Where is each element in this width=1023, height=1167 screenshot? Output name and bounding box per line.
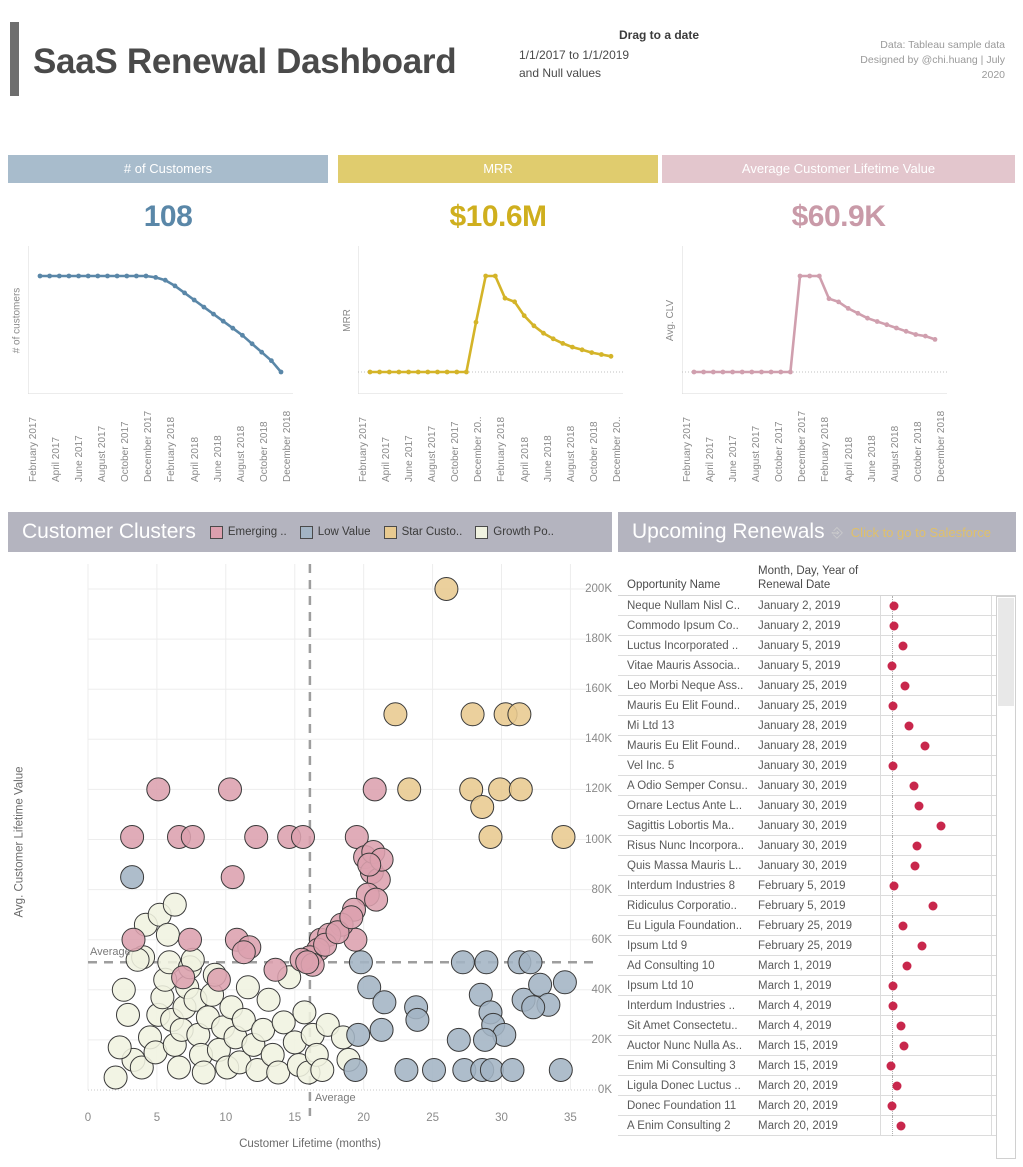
cell-opportunity-name: A Enim Consulting 2 xyxy=(627,1119,731,1132)
x-tick-label: October 2018 xyxy=(258,421,270,482)
cell-renewal-date: January 25, 2019 xyxy=(758,679,847,692)
x-tick-label: August 2018 xyxy=(235,425,247,482)
x-tick-label: April 2017 xyxy=(381,436,393,482)
cell-renewal-date: January 25, 2019 xyxy=(758,699,847,712)
cell-renewal-date: February 5, 2019 xyxy=(758,899,846,912)
sparkline-svg-0 xyxy=(28,246,293,394)
table-row[interactable] xyxy=(618,636,1016,656)
cell-renewal-dot xyxy=(880,836,992,856)
sparkline-1 xyxy=(338,246,658,482)
cell-renewal-date: March 1, 2019 xyxy=(758,979,832,992)
x-tick-label: April 2017 xyxy=(51,436,63,482)
scatter-x-tick-label: 15 xyxy=(288,1112,302,1124)
scatter-y-axis-title: Avg. Customer Lifetime Value xyxy=(14,766,26,918)
renewal-dot-marker xyxy=(903,961,912,970)
cell-opportunity-name: Luctus Incorporated .. xyxy=(627,639,739,652)
cell-renewal-dot xyxy=(880,716,992,736)
customer-clusters-title: Customer Clusters xyxy=(22,520,196,543)
renewal-dot-marker xyxy=(899,641,908,650)
cell-renewal-date: January 30, 2019 xyxy=(758,779,847,792)
x-tick-label: April 2017 xyxy=(705,436,717,482)
table-row[interactable] xyxy=(618,956,1016,976)
cell-opportunity-name: Ridiculus Corporatio.. xyxy=(627,899,737,912)
scatter-x-tick-label: 5 xyxy=(153,1112,161,1124)
table-row[interactable] xyxy=(618,1096,1016,1116)
credits-block xyxy=(755,38,1005,83)
cell-renewal-date: February 5, 2019 xyxy=(758,879,846,892)
table-row[interactable] xyxy=(618,1016,1016,1036)
legend-item-1[interactable] xyxy=(300,526,371,539)
x-tick-label: June 2018 xyxy=(542,435,554,482)
x-tick-label: December 20.. xyxy=(473,416,485,482)
page-title: SaaS Renewal Dashboard xyxy=(33,42,457,81)
table-row[interactable] xyxy=(618,896,1016,916)
x-tick-label: October 2018 xyxy=(588,421,600,482)
cell-renewal-dot xyxy=(880,976,992,996)
renewal-dot-marker xyxy=(887,1061,896,1070)
scatter-y-tick-label: 140K xyxy=(585,733,612,746)
table-row[interactable] xyxy=(618,716,1016,736)
x-tick-label: June 2018 xyxy=(212,435,224,482)
cell-renewal-date: January 30, 2019 xyxy=(758,799,847,812)
table-row[interactable] xyxy=(618,856,1016,876)
cell-renewal-dot xyxy=(880,956,992,976)
customer-clusters-header xyxy=(8,512,612,552)
scatter-y-tick-label: 200K xyxy=(585,583,612,596)
cell-renewal-date: March 15, 2019 xyxy=(758,1059,838,1072)
cell-renewal-dot xyxy=(880,936,992,956)
scatter-x-tick-label: 10 xyxy=(219,1112,233,1124)
x-tick-label: August 2017 xyxy=(427,425,439,482)
sparkline-svg-1 xyxy=(358,246,623,394)
renewal-dot-marker xyxy=(888,661,897,670)
table-row[interactable] xyxy=(618,936,1016,956)
average-label-vertical: Average xyxy=(314,1092,356,1104)
x-tick-label: February 2017 xyxy=(682,416,693,482)
sparkline-svg-2 xyxy=(682,246,947,394)
cell-opportunity-name: Vel Inc. 5 xyxy=(627,759,675,772)
scatter-y-tick-label: 60K xyxy=(591,933,612,946)
cell-renewal-date: March 20, 2019 xyxy=(758,1099,838,1112)
renewal-dot-marker xyxy=(921,741,930,750)
x-tick-label: October 2017 xyxy=(774,421,786,482)
renewal-dot-marker xyxy=(890,881,899,890)
legend-label: Growth Po.. xyxy=(493,526,554,538)
kpi-card-0 xyxy=(8,155,328,485)
table-row[interactable] xyxy=(618,756,1016,776)
cell-renewal-date: March 15, 2019 xyxy=(758,1039,838,1052)
cell-opportunity-name: Interdum Industries 8 xyxy=(627,879,736,892)
x-tick-label: December 2017 xyxy=(143,410,155,482)
cell-renewal-dot xyxy=(880,856,992,876)
credit-year: 2020 xyxy=(981,69,1005,81)
kpi-card-2 xyxy=(662,155,1015,485)
kpi-title-2: Average Customer Lifetime Value xyxy=(662,155,1015,183)
cell-renewal-dot xyxy=(880,996,992,1016)
table-row[interactable] xyxy=(618,616,1016,636)
cell-renewal-dot xyxy=(880,756,992,776)
cell-opportunity-name: Mauris Eu Elit Found.. xyxy=(627,699,741,712)
cluster-legend[interactable] xyxy=(210,526,554,539)
x-tick-label: April 2018 xyxy=(189,436,201,482)
cell-renewal-date: January 5, 2019 xyxy=(758,639,841,652)
cell-renewal-date: March 20, 2019 xyxy=(758,1119,838,1132)
scatter-plot[interactable] xyxy=(8,552,612,1160)
x-tick-label: April 2018 xyxy=(843,436,855,482)
sparkline-x-ticks-1 xyxy=(358,396,623,484)
cell-renewal-dot xyxy=(880,1036,992,1056)
table-row[interactable] xyxy=(618,736,1016,756)
col-header-renewal-date: Month, Day, Year of Renewal Date xyxy=(758,565,859,591)
cell-renewal-date: January 2, 2019 xyxy=(758,599,841,612)
scatter-x-tick-label: 20 xyxy=(357,1112,371,1124)
renewal-dot-marker xyxy=(893,1081,902,1090)
cell-opportunity-name: Ipsum Ltd 9 xyxy=(627,939,688,952)
renewals-table-body[interactable] xyxy=(618,596,1016,1159)
credit-data-source: Data: Tableau sample data xyxy=(880,39,1005,51)
cell-renewal-date: January 30, 2019 xyxy=(758,759,847,772)
renewal-dot-marker xyxy=(899,921,908,930)
cell-renewal-date: March 20, 2019 xyxy=(758,1079,838,1092)
cell-opportunity-name: Interdum Industries .. xyxy=(627,999,736,1012)
x-tick-label: June 2018 xyxy=(866,435,878,482)
cell-renewal-date: January 5, 2019 xyxy=(758,659,841,672)
upcoming-renewals-title: Upcoming Renewals xyxy=(632,520,825,543)
col-header-opportunity-name: Opportunity Name xyxy=(627,579,721,591)
cell-opportunity-name: Commodo Ipsum Co.. xyxy=(627,619,739,632)
legend-item-0[interactable] xyxy=(210,526,287,539)
cell-opportunity-name: Leo Morbi Neque Ass.. xyxy=(627,679,744,692)
cell-opportunity-name: Vitae Mauris Associa.. xyxy=(627,659,740,672)
cell-opportunity-name: Eu Ligula Foundation.. xyxy=(627,919,743,932)
renewal-dot-marker xyxy=(889,1001,898,1010)
cell-renewal-dot xyxy=(880,656,992,676)
date-range-line1: 1/1/2017 to 1/1/2019 xyxy=(519,48,630,62)
renewal-dot-marker xyxy=(915,801,924,810)
cell-renewal-date: February 25, 2019 xyxy=(758,919,852,932)
x-tick-label: February 2018 xyxy=(820,416,832,482)
legend-label: Emerging .. xyxy=(227,526,287,538)
table-row[interactable] xyxy=(618,1036,1016,1056)
cell-renewal-dot xyxy=(880,696,992,716)
scatter-y-tick-label: 120K xyxy=(585,783,612,796)
sparkline-2 xyxy=(662,246,1015,482)
renewal-dot-marker xyxy=(889,761,898,770)
x-tick-label: February 2018 xyxy=(496,416,508,482)
scatter-y-tick-label: 100K xyxy=(585,833,612,846)
table-row[interactable] xyxy=(618,916,1016,936)
cell-renewal-date: January 30, 2019 xyxy=(758,859,847,872)
scatter-y-tick-label: 0K xyxy=(597,1084,612,1096)
cell-renewal-date: January 30, 2019 xyxy=(758,819,847,832)
legend-item-3[interactable] xyxy=(475,526,554,539)
cell-renewal-date: January 28, 2019 xyxy=(758,719,847,732)
renewal-dot-marker xyxy=(897,1021,906,1030)
cell-opportunity-name: Risus Nunc Incorpora.. xyxy=(627,839,744,852)
legend-swatch-icon xyxy=(210,526,223,539)
table-row[interactable] xyxy=(618,676,1016,696)
date-filter-range[interactable] xyxy=(519,46,629,82)
cell-renewal-date: February 25, 2019 xyxy=(758,939,852,952)
cell-renewal-dot xyxy=(880,876,992,896)
cell-renewal-dot xyxy=(880,1076,992,1096)
cell-opportunity-name: Enim Mi Consulting 3 xyxy=(627,1059,736,1072)
table-row[interactable] xyxy=(618,1116,1016,1136)
kpi-value-0: 108 xyxy=(143,200,193,233)
renewal-dot-marker xyxy=(889,981,898,990)
salesforce-link[interactable]: Click to go to Salesforce xyxy=(850,524,991,540)
renewals-scroll-thumb[interactable] xyxy=(998,598,1014,706)
x-tick-label: February 2017 xyxy=(358,416,369,482)
x-tick-label: June 2017 xyxy=(74,435,86,482)
upcoming-renewals-panel xyxy=(618,512,1016,1160)
cell-renewal-dot xyxy=(880,896,992,916)
legend-swatch-icon xyxy=(384,526,397,539)
drag-to-date-label: Drag to a date xyxy=(618,28,699,42)
renewal-dot-marker xyxy=(901,681,910,690)
kpi-card-1 xyxy=(338,155,658,485)
scatter-x-tick-label: 0 xyxy=(84,1112,92,1124)
scatter-y-tick-label: 40K xyxy=(591,983,612,996)
kpi-title-0: # of Customers xyxy=(8,155,328,183)
table-row[interactable] xyxy=(618,696,1016,716)
cell-opportunity-name: Mauris Eu Elit Found.. xyxy=(627,739,741,752)
table-row[interactable] xyxy=(618,596,1016,616)
x-tick-label: August 2017 xyxy=(751,425,763,482)
renewal-dot-marker xyxy=(937,821,946,830)
table-row[interactable] xyxy=(618,796,1016,816)
sparkline-0 xyxy=(8,246,328,482)
table-row[interactable] xyxy=(618,1076,1016,1096)
cell-opportunity-name: Ad Consulting 10 xyxy=(627,959,715,972)
cell-opportunity-name: A Odio Semper Consu.. xyxy=(627,779,748,792)
kpi-title-1: MRR xyxy=(338,155,658,183)
date-range-line2: and Null values xyxy=(519,66,602,80)
cell-renewal-dot xyxy=(880,796,992,816)
table-row[interactable] xyxy=(618,816,1016,836)
cell-renewal-dot xyxy=(880,1016,992,1036)
x-tick-label: August 2018 xyxy=(889,425,901,482)
renewal-dot-marker xyxy=(913,841,922,850)
x-tick-label: December 2018 xyxy=(281,410,293,482)
scatter-y-tick-label: 160K xyxy=(585,683,612,696)
cell-renewal-dot xyxy=(880,616,992,636)
x-tick-label: April 2018 xyxy=(519,436,531,482)
cell-renewal-dot xyxy=(880,636,992,656)
kpi-value-1: $10.6M xyxy=(449,200,547,233)
table-row[interactable] xyxy=(618,656,1016,676)
table-row[interactable] xyxy=(618,776,1016,796)
cell-opportunity-name: Ipsum Ltd 10 xyxy=(627,979,694,992)
title-accent-bar xyxy=(10,22,19,96)
cell-opportunity-name: Ligula Donec Luctus .. xyxy=(627,1079,741,1092)
renewal-dot-marker xyxy=(890,621,899,630)
renewal-dot-marker xyxy=(888,1101,897,1110)
sparkline-y-axis-title-0: # of customers xyxy=(11,287,23,353)
cell-renewal-dot xyxy=(880,1116,992,1136)
x-tick-label: August 2018 xyxy=(565,425,577,482)
salesforce-icon: ⎆ xyxy=(831,523,843,540)
cell-renewal-dot xyxy=(880,816,992,836)
scatter-svg[interactable] xyxy=(8,552,612,1160)
cell-renewal-dot xyxy=(880,916,992,936)
cell-renewal-dot xyxy=(880,776,992,796)
renewal-dot-marker xyxy=(890,601,899,610)
x-tick-label: October 2018 xyxy=(912,421,924,482)
x-tick-label: February 2018 xyxy=(166,416,178,482)
kpi-value-2: $60.9K xyxy=(791,200,886,233)
table-row[interactable] xyxy=(618,996,1016,1016)
customer-clusters-panel xyxy=(8,512,612,1160)
cell-renewal-date: March 4, 2019 xyxy=(758,1019,832,1032)
upcoming-renewals-header xyxy=(618,512,1016,552)
x-tick-label: June 2017 xyxy=(404,435,416,482)
scatter-x-tick-label: 25 xyxy=(426,1112,439,1124)
cell-opportunity-name: Auctor Nunc Nulla As.. xyxy=(627,1039,743,1052)
cell-opportunity-name: Neque Nullam Nisl C.. xyxy=(627,599,741,612)
scatter-y-tick-label: 80K xyxy=(591,883,612,896)
sparkline-x-ticks-0 xyxy=(28,396,293,484)
x-tick-label: February 2017 xyxy=(28,416,39,482)
cell-opportunity-name: Sagittis Lobortis Ma.. xyxy=(627,819,735,832)
renewals-table-header xyxy=(618,552,1016,596)
cell-renewal-date: January 28, 2019 xyxy=(758,739,847,752)
x-tick-label: October 2017 xyxy=(120,421,132,482)
renewal-dot-marker xyxy=(897,1121,906,1130)
renewal-dot-marker xyxy=(905,721,914,730)
sparkline-y-axis-title-1: MRR xyxy=(341,308,353,332)
scatter-x-tick-label: 35 xyxy=(564,1112,577,1124)
legend-swatch-icon xyxy=(475,526,488,539)
x-tick-label: June 2017 xyxy=(728,435,740,482)
scatter-y-tick-label: 180K xyxy=(585,633,612,646)
x-tick-label: October 2017 xyxy=(450,421,462,482)
table-row[interactable] xyxy=(618,876,1016,896)
credit-designer: Designed by @chi.huang | July xyxy=(860,54,1005,66)
renewals-scrollbar[interactable] xyxy=(996,596,1016,1159)
cell-opportunity-name: Donec Foundation 11 xyxy=(627,1099,737,1112)
cell-renewal-dot xyxy=(880,676,992,696)
legend-item-2[interactable] xyxy=(384,526,463,539)
table-row[interactable] xyxy=(618,1056,1016,1076)
renewal-dot-marker xyxy=(918,941,927,950)
dashboard-header xyxy=(0,0,1023,118)
sparkline-y-axis-title-2: Avg. CLV xyxy=(665,299,677,341)
cell-renewal-dot xyxy=(880,1056,992,1076)
renewal-dot-marker xyxy=(929,901,938,910)
x-tick-label: December 20.. xyxy=(611,416,623,482)
cell-renewal-date: March 1, 2019 xyxy=(758,959,832,972)
scatter-y-tick-label: 20K xyxy=(591,1033,612,1046)
cell-renewal-dot xyxy=(880,736,992,756)
cell-opportunity-name: Mi Ltd 13 xyxy=(627,719,675,732)
x-tick-label: August 2017 xyxy=(97,425,109,482)
table-row[interactable] xyxy=(618,836,1016,856)
cell-opportunity-name: Sit Amet Consectetu.. xyxy=(627,1019,738,1032)
renewal-dot-marker xyxy=(889,701,898,710)
cell-opportunity-name: Quis Massa Mauris L.. xyxy=(627,859,742,872)
scatter-x-tick-label: 30 xyxy=(495,1112,508,1124)
legend-label: Star Custo.. xyxy=(401,526,463,538)
x-tick-label: December 2017 xyxy=(797,410,809,482)
renewal-dot-marker xyxy=(900,1041,909,1050)
cell-renewal-date: January 30, 2019 xyxy=(758,839,847,852)
scatter-canvas[interactable] xyxy=(8,552,612,1165)
renewal-dot-marker xyxy=(910,781,919,790)
cell-renewal-date: March 4, 2019 xyxy=(758,999,832,1012)
table-row[interactable] xyxy=(618,976,1016,996)
cell-renewal-dot xyxy=(880,596,992,616)
cell-renewal-dot xyxy=(880,1096,992,1116)
scatter-x-axis-title: Customer Lifetime (months) xyxy=(239,1138,381,1150)
legend-label: Low Value xyxy=(317,526,371,538)
cell-opportunity-name: Ornare Lectus Ante L.. xyxy=(627,799,743,812)
legend-swatch-icon xyxy=(300,526,313,539)
cell-renewal-date: January 2, 2019 xyxy=(758,619,841,632)
x-tick-label: December 2018 xyxy=(935,410,947,482)
sparkline-x-ticks-2 xyxy=(682,396,947,484)
renewal-dot-marker xyxy=(911,861,920,870)
average-label-horizontal: Average xyxy=(90,946,131,959)
